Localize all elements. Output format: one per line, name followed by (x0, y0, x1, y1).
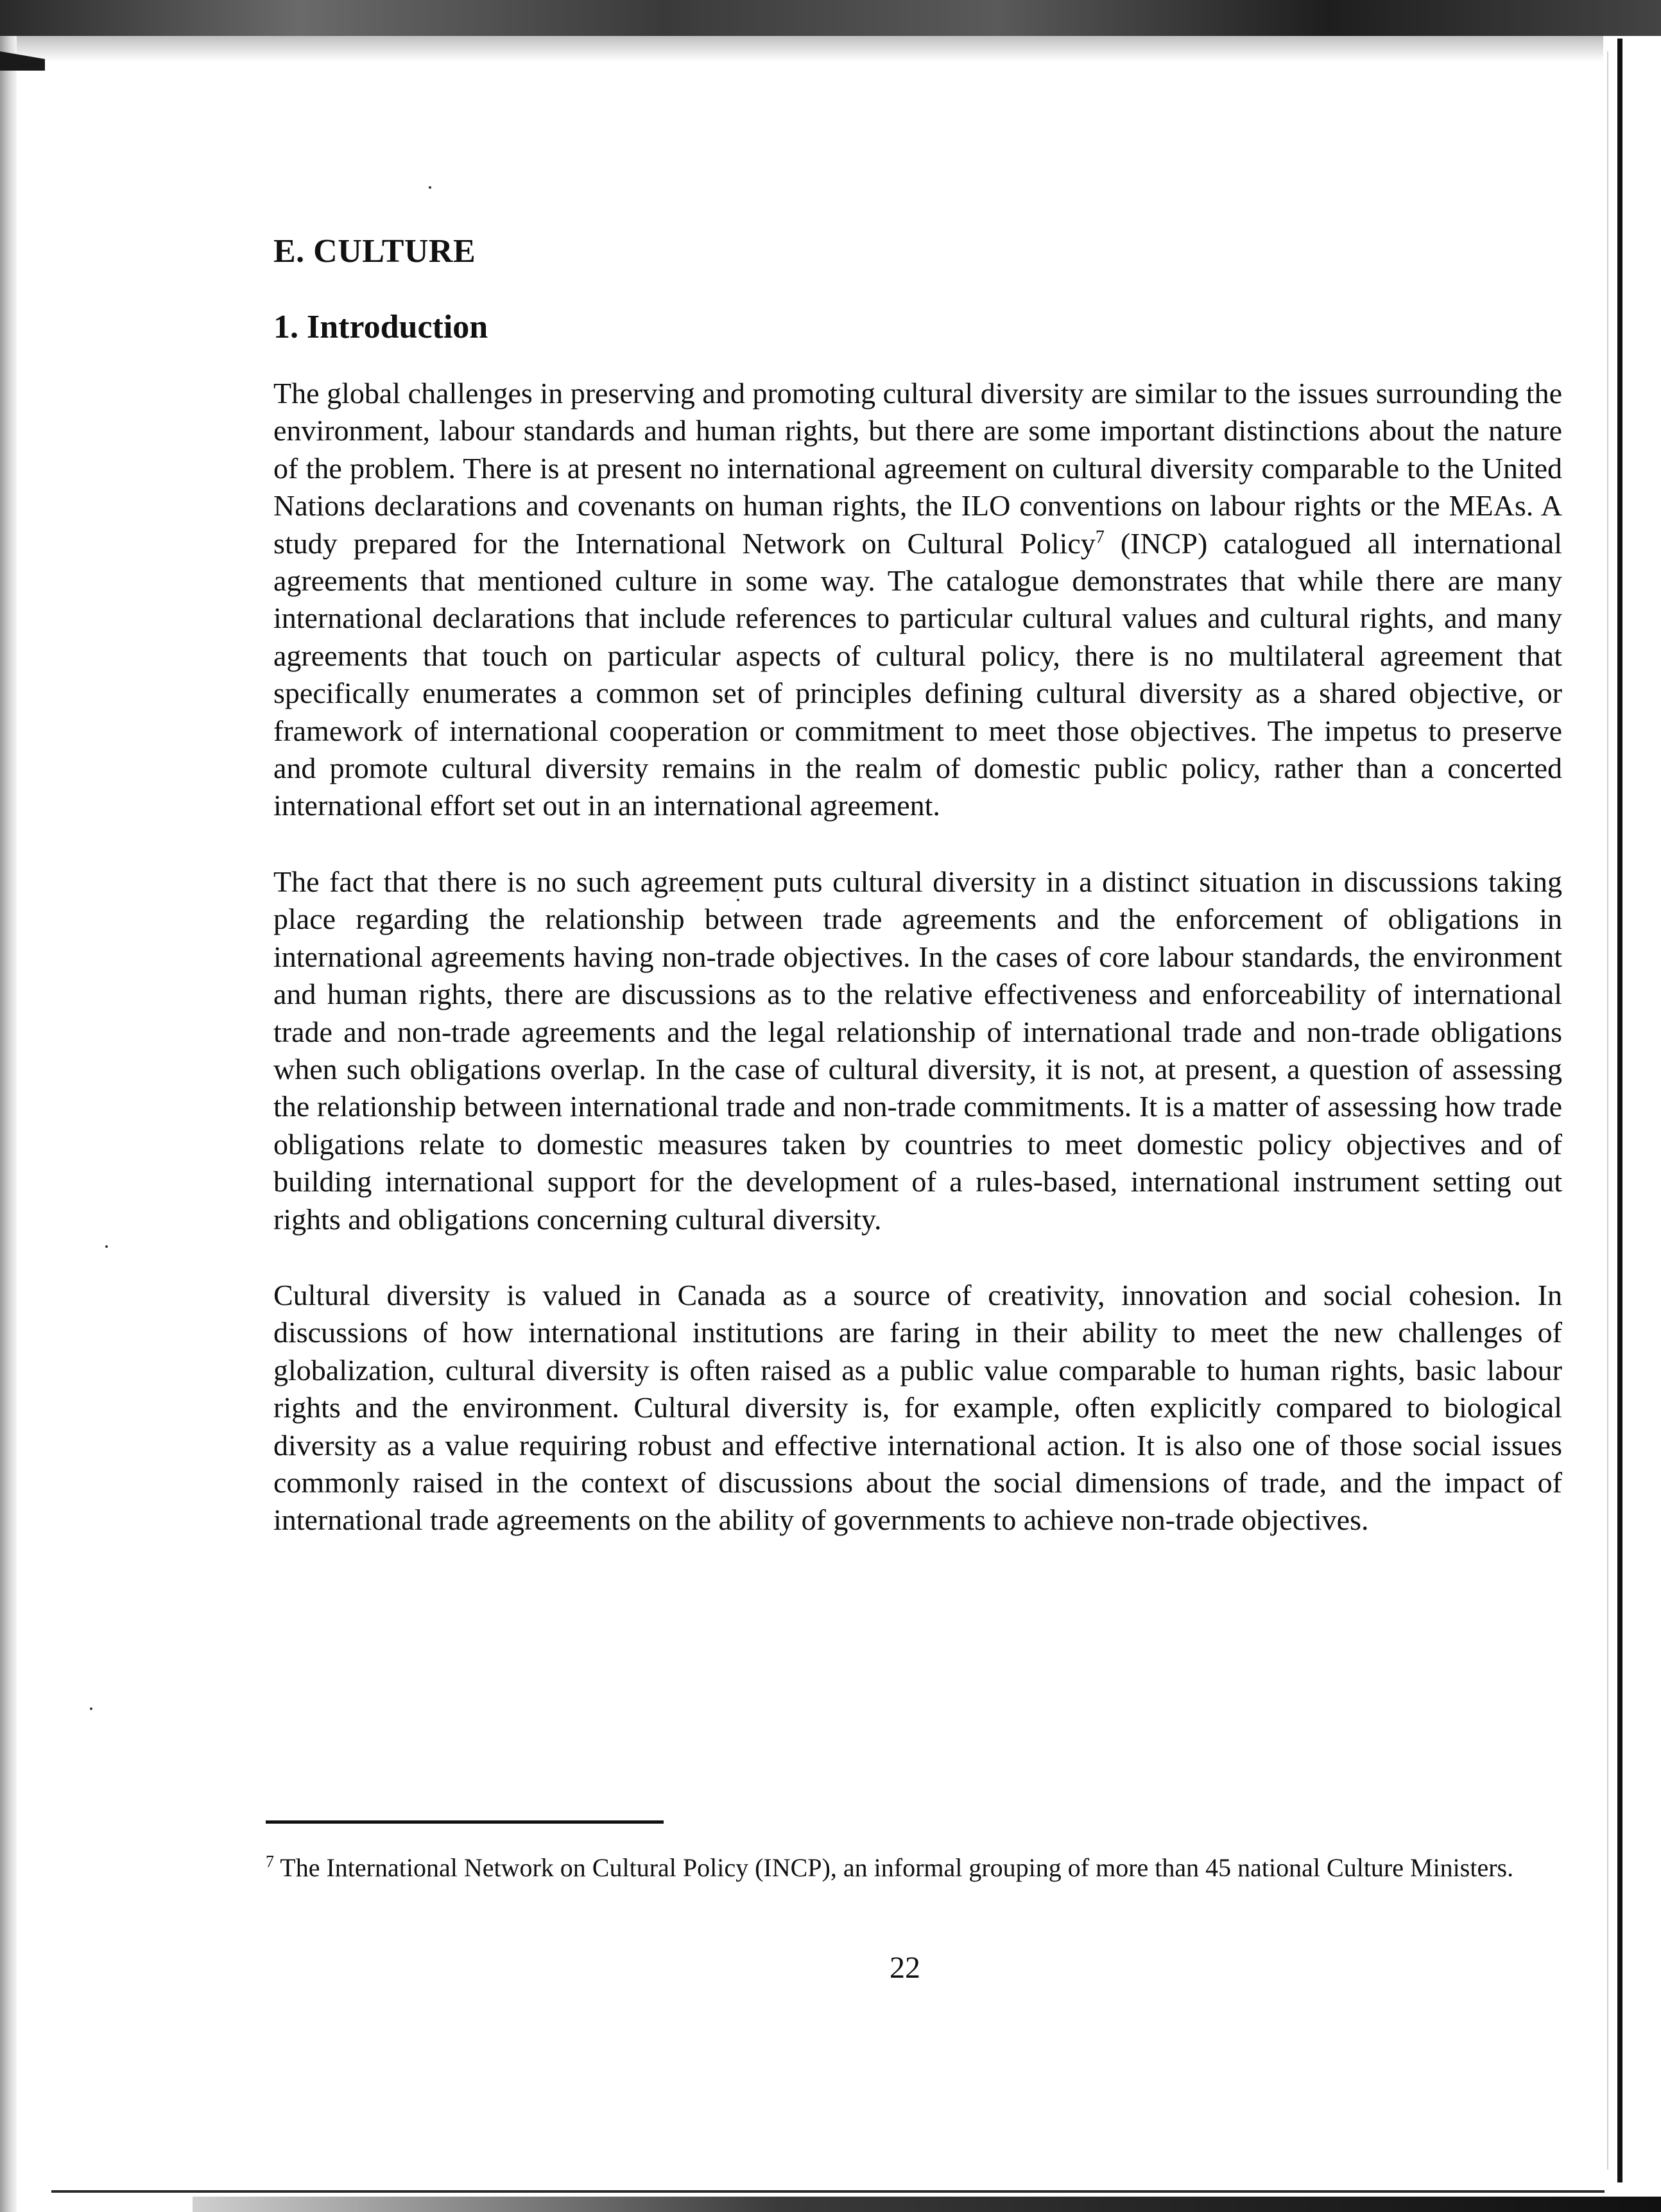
footnote-marker: 7 (266, 1852, 274, 1871)
scan-speck (90, 1707, 92, 1710)
scan-edge-bottom (193, 2197, 1661, 2212)
scan-edge-top (0, 0, 1661, 36)
footnote-text: The International Network on Cultural Policy (INCP), an informal grouping of more than 45 national Culture Ministers. (274, 1853, 1514, 1882)
scan-edge-right (1603, 36, 1661, 2212)
scan-border-line (1617, 39, 1622, 2182)
scan-speck (429, 186, 431, 189)
paragraph-1-text-start: The global challenges in preserving and promoting cultural diversity are similar to the issues surrounding the environment, labour standards and human rights, but there are some important distinctions about the nature of the problem. There is at present no international agreement on cultural diversity comparable to the United Nations declarations and covenants on human rights, the ILO conventions on labour rights or the MEAs. A study prepared for the International Network on Cultural Policy (273, 377, 1562, 560)
scan-edge-left (0, 36, 17, 2212)
footnote (266, 1851, 1569, 1885)
section-heading: E. CULTURE (273, 233, 476, 270)
scan-bottom-line (51, 2190, 1605, 2193)
paragraph-1 (273, 375, 1562, 825)
paragraph-2: The fact that there is no such agreement puts cultural diversity in a distinct situation in discussions taking place regarding the relationship between trade agreements and the enforcement of obligations in international agreements having non-trade objectives. In the cases of core labour standards, the environment and human rights, there are discussions as to the relative effectiveness and enforceability of international trade and non-trade agreements and the legal relationship of international trade and non-trade obligations when such obligations overlap. In the case of cultural diversity, it is not, at present, a question of assessing the relationship between international trade and non-trade commitments. It is a matter of assessing how trade obligations relate to domestic measures taken by countries to meet domestic policy objectives and of building international support for the development of a rules-based, international instrument setting out rights and obligations concerning cultural diversity. (273, 865, 1562, 1236)
page-number: 22 (890, 1951, 920, 1985)
paragraph-3: Cultural diversity is valued in Canada as a source of creativity, innovation and social cohesion. In discussions of how international institutions are faring in their ability to meet the new challenges of globalization, cultural diversity is often raised as a public value comparable to human rights, basic labour rights and the environment. Cultural diversity is, for example, often explicitly compared to biological diversity as a value requiring robust and effective international action. It is also one of those social issues commonly raised in the context of discussions about the social dimensions of trade, and the impact of international trade agreements on the ability of governments to achieve non-trade objectives. (273, 1278, 1562, 1537)
subsection-heading: 1. Introduction (273, 309, 488, 345)
scan-speck (105, 1245, 108, 1248)
paragraph-1-text-end: (INCP) catalogued all international agreements that mentioned culture in some way. The catalogue demonstrates that while there are many international declarations that include references to particular cultural values and cultural rights, and many agreements that touch on particular aspects of cultural policy, there is no multilateral agreement that specifically enumerates a common set of principles defining cultural diversity as a shared objective, or framework of international cooperation or commitment to meet those objectives. The impetus to preserve and promote cultural diversity remains in the realm of domestic public policy, rather than a concerted international effort set out in an international agreement. (273, 526, 1562, 822)
scan-border-line-faint (1607, 51, 1608, 2170)
document-body (273, 231, 1562, 1578)
footnote-divider (266, 1820, 664, 1824)
footnote-reference: 7 (1095, 527, 1105, 548)
